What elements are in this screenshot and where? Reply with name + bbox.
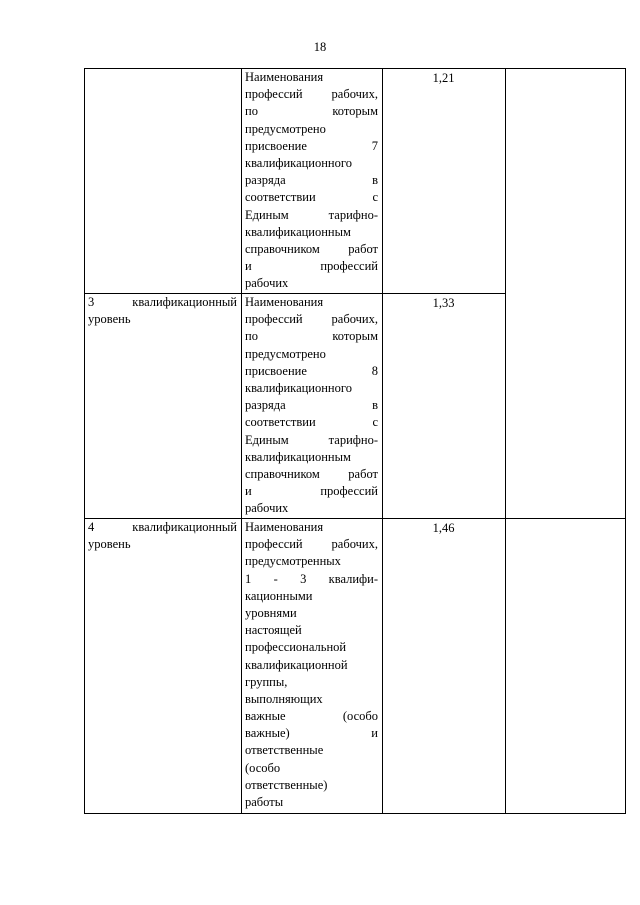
description-line: справочником работ bbox=[245, 466, 378, 481]
description-line: предусмотрено bbox=[245, 346, 326, 361]
profession-description-cell bbox=[242, 294, 383, 519]
description-line: рабочих bbox=[245, 501, 289, 516]
coefficient-value: 1,33 bbox=[432, 296, 455, 310]
table-row bbox=[85, 69, 626, 294]
description-line: кационными bbox=[245, 588, 313, 603]
description-line: важные (особо bbox=[245, 709, 378, 724]
coefficient-value: 1,46 bbox=[432, 521, 455, 535]
qualification-level-cell bbox=[85, 519, 242, 814]
description-line: квалификационного bbox=[245, 155, 352, 170]
qualification-table bbox=[84, 68, 626, 814]
description-line: выполняющих bbox=[245, 691, 323, 706]
page-number: 18 bbox=[313, 40, 327, 54]
description-line: квалификационным bbox=[245, 449, 351, 464]
coefficient-cell bbox=[383, 519, 506, 814]
description-line: присвоение 8 bbox=[245, 363, 378, 378]
description-line: рабочих bbox=[245, 276, 289, 291]
coefficient-value: 1,21 bbox=[432, 71, 455, 85]
description-line: настоящей bbox=[245, 623, 302, 638]
description-line: соответствии с bbox=[245, 415, 378, 430]
description-line: справочником работ bbox=[245, 241, 378, 256]
description-line: предусмотренных bbox=[245, 554, 341, 569]
description-line: предусмотрено bbox=[245, 121, 326, 136]
description-line: квалификационной bbox=[245, 657, 348, 672]
description-line: 1 - 3 квалифи- bbox=[245, 571, 378, 586]
description-line: уровнями bbox=[245, 605, 297, 620]
description-line: квалификационного bbox=[245, 380, 352, 395]
description-line: профессиональной bbox=[245, 640, 347, 655]
description-line: профессий рабочих, bbox=[245, 87, 378, 102]
description-line: важные) и bbox=[245, 726, 378, 741]
description-line: ответственные bbox=[245, 743, 324, 758]
description-line: группы, bbox=[245, 674, 288, 689]
description-line: и профессий bbox=[245, 259, 378, 274]
qualification-level-text: 4 квалификационный уровень bbox=[88, 520, 237, 552]
description-line: разряда в bbox=[245, 398, 378, 413]
description-line: разряда в bbox=[245, 173, 378, 188]
description-line: по которым bbox=[245, 329, 378, 344]
description-line: соответствии с bbox=[245, 190, 378, 205]
description-line: ответственные) bbox=[245, 777, 328, 792]
coefficient-cell bbox=[383, 69, 506, 294]
empty-cell bbox=[506, 519, 626, 814]
qualification-level-cell bbox=[85, 69, 242, 294]
description-line: Наименования bbox=[245, 295, 324, 309]
description-line: профессий рабочих, bbox=[245, 537, 378, 552]
description-line: Единым тарифно- bbox=[245, 432, 378, 447]
description-line: и профессий bbox=[245, 484, 378, 499]
description-line: Единым тарифно- bbox=[245, 207, 378, 222]
qualification-level-cell bbox=[85, 294, 242, 519]
table-row bbox=[85, 519, 626, 814]
empty-cell bbox=[506, 69, 626, 519]
description-line: Наименования bbox=[245, 70, 324, 84]
description-line: по которым bbox=[245, 104, 378, 119]
profession-description-cell bbox=[242, 69, 383, 294]
description-line: квалификационным bbox=[245, 224, 351, 239]
description-line: работы bbox=[245, 795, 284, 809]
qualification-level-text: 3 квалификационный уровень bbox=[88, 295, 237, 327]
description-line: (особо bbox=[245, 760, 281, 775]
coefficient-cell bbox=[383, 294, 506, 519]
description-line: Наименования bbox=[245, 520, 324, 534]
profession-description-cell bbox=[242, 519, 383, 814]
description-line: присвоение 7 bbox=[245, 138, 378, 153]
description-line: профессий рабочих, bbox=[245, 312, 378, 327]
